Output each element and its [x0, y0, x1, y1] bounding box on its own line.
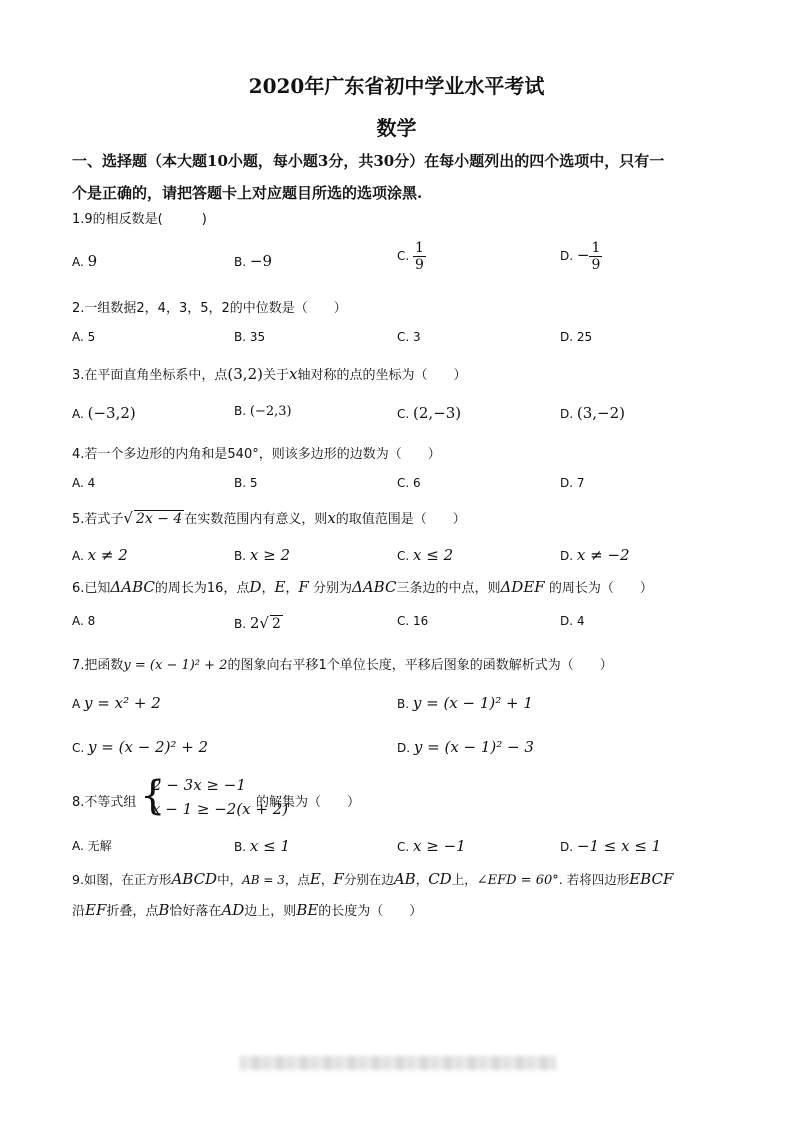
question-4-stem: 4.若一个多边形的内角和是540°，则该多边形的边数为（ ） — [72, 447, 441, 462]
q4-option-d: D. 7 — [560, 476, 585, 490]
question-7-stem: 7.把函数y = (x − 1)² + 2的图象向右平移1个单位长度，平移后图象的函数解析式为（ ） — [72, 658, 613, 673]
q4-option-b: B. 5 — [234, 476, 258, 490]
question-5-stem: 5.若式子√ 2x − 4 在实数范围内有意义，则x的取值范围是（ ） — [72, 509, 466, 527]
q7-option-c: C. y = (x − 2)² + 2 — [72, 738, 209, 756]
q7-option-d: D. y = (x − 1)² − 3 — [397, 738, 534, 756]
question-9-line2: 沿EF折叠，点B恰好落在AD边上，则BE的长度为（ ） — [72, 901, 423, 919]
q1-option-a: A. 9 — [72, 252, 98, 270]
q8-option-b: B. x ≤ 1 — [234, 837, 290, 855]
q2-option-c: C. 3 — [397, 330, 421, 344]
q1-option-d: D. − $\frac{1}{9}$ — [560, 240, 601, 273]
question-8-stem-label: 8.不等式组 — [72, 795, 137, 810]
q6-option-d: D. 4 — [560, 614, 585, 628]
q7-option-a: A y = x² + 2 — [72, 694, 161, 712]
q8-option-c: C. x ≥ −1 — [397, 837, 466, 855]
q6-option-b: B. 2√ 2 — [234, 614, 281, 632]
system-brace: { — [140, 773, 166, 819]
q5-option-b: B. x ≥ 2 — [234, 546, 290, 564]
section-instruction-line1: 一、选择题（本大题10小题，每小题3分，共30分）在每小题列出的四个选项中，只有一 — [72, 152, 665, 170]
q3-option-c: C. (2,−3) — [397, 404, 462, 422]
q8-option-d: D. −1 ≤ x ≤ 1 — [560, 837, 662, 855]
question-2-stem: 2.一组数据2，4，3，5，2的中位数是（ ） — [72, 301, 347, 316]
question-9-line1: 9.如图，在正方形ABCD中，AB = 3，点E，F分别在边AB，CD上，∠EFD = 60°. 若将四边形EBCF — [72, 870, 674, 888]
q3-option-a: A. (−3,2) — [72, 404, 136, 422]
q5-option-c: C. x ≤ 2 — [397, 546, 454, 564]
q6-option-c: C. 16 — [397, 614, 429, 628]
question-8-stem-suffix: 的解集为（ ） — [256, 795, 361, 810]
section-instruction-line2: 个是正确的，请把答题卡上对应题目所选的选项涂黑. — [72, 184, 423, 202]
q4-option-c: C. 6 — [397, 476, 421, 490]
q3-option-d: D. (3,−2) — [560, 404, 626, 422]
q5-option-d: D. x ≠ −2 — [560, 546, 630, 564]
q8-option-a: A. 无解 — [72, 839, 112, 853]
subject-title: 数学 — [376, 116, 417, 140]
question-3-stem: 3.在平面直角坐标系中，点(3,2)关于x轴对称的点的坐标为（ ） — [72, 365, 467, 383]
question-6-stem: 6.已知ΔABC的周长为16，点D，E，F 分别为ΔABC三条边的中点，则ΔDEF 的周长为（ ） — [72, 578, 653, 596]
q7-option-b: B. y = (x − 1)² + 1 — [397, 694, 533, 712]
q6-option-a: A. 8 — [72, 614, 96, 628]
q3-option-b: B. (−2,3) — [234, 404, 292, 419]
q1-option-b: B. −9 — [234, 252, 272, 270]
question-1-stem: 1.9的相反数是( ) — [72, 212, 207, 227]
q2-option-b: B. 35 — [234, 330, 266, 344]
q2-option-a: A. 5 — [72, 330, 96, 344]
exam-title: 2020年广东省初中学业水平考试 — [248, 74, 545, 98]
q2-option-d: D. 25 — [560, 330, 593, 344]
q1-option-c: C. $\frac{1}{9}$ — [397, 240, 424, 273]
q5-option-a: A. x ≠ 2 — [72, 546, 128, 564]
q4-option-a: A. 4 — [72, 476, 96, 490]
inequality-2: x − 1 ≥ −2(x + 2) — [152, 800, 289, 818]
blurred-watermark — [240, 1056, 556, 1070]
inequality-1: 2 − 3x ≥ −1 — [152, 776, 246, 794]
